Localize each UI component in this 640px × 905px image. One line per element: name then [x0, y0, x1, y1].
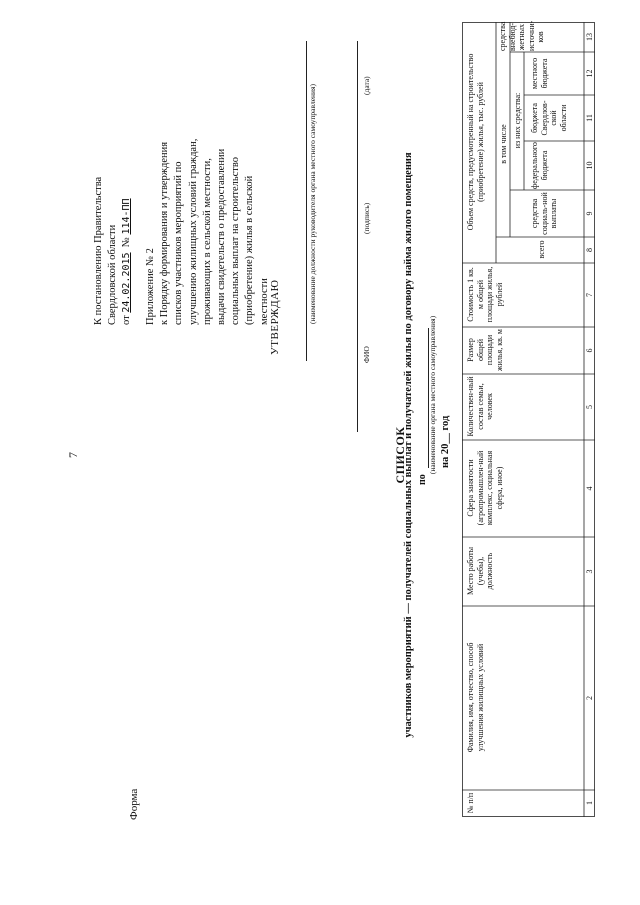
appendix-block [144, 139, 272, 325]
col-number: 13 [585, 33, 594, 41]
header-area: Размер общей площади жилья, кв. м [466, 329, 504, 371]
page-number: 7 [66, 452, 80, 458]
decree-line-2: Свердловской области [107, 224, 118, 325]
authority-caption: (наименование органа местного самоуправления) [428, 315, 437, 475]
appendix-line: проживающих в сельской местности, [201, 158, 213, 325]
appendix-line: списков участников мероприятий по [173, 161, 185, 325]
header-sphere: Сфера занятости (агропромышлен-ный комплекс, социальная сфера, иное) [466, 450, 504, 526]
position-caption: (наименование должности руководителя органа местного самоуправления) [308, 83, 317, 325]
col-number: 2 [585, 696, 594, 700]
col-number: 9 [585, 211, 594, 216]
header-local: местного бюджета [530, 57, 549, 90]
header-fed: федерального бюджета [530, 142, 549, 189]
list-subtitle: участников мероприятий — получателей социальных выплат и получателей жилья по договору найма жилого помещения [403, 152, 414, 738]
signature-line [357, 41, 358, 432]
decree-line-3: от 24.02.2015 № 114-ПП [121, 198, 132, 325]
appendix-line: выдачи свидетельств о предоставлении [216, 148, 228, 325]
col-number: 12 [585, 69, 594, 78]
approve-title: УТВЕРЖДАЮ [269, 279, 281, 355]
col-number: 7 [585, 293, 594, 297]
header-obl: бюджета Свердлов-ской области [530, 100, 568, 136]
date-label: (дата) [362, 76, 371, 95]
appendix-line: Приложение № 2 [145, 248, 156, 325]
fio-label: ФИО [362, 346, 371, 363]
col-number: 1 [585, 801, 594, 805]
position-line [306, 41, 307, 361]
col-number: 4 [585, 486, 594, 491]
participants-table [462, 22, 595, 817]
col-number: 11 [585, 114, 594, 122]
appendix-line: к Порядку формирования и утверждения [159, 141, 171, 325]
header-num: № п/п [466, 792, 475, 814]
header-work: Место работы (учебы), должность [466, 546, 494, 596]
header-extra: средства внебюд-жетных источни-ков [498, 20, 545, 51]
decree-reference [92, 177, 134, 325]
col-number: 10 [585, 161, 594, 170]
po-label: по [417, 474, 428, 485]
header-family: Количествен-ный состав семьи, человек [466, 376, 494, 437]
header-from: из них средства: [513, 92, 522, 149]
header-volume: Объем средств, предусмотренный на строительство (приобретение) жилья, тыс. рублей [466, 53, 485, 231]
header-total: всего [537, 240, 546, 259]
col-number: 8 [585, 248, 594, 252]
header-social: средства социаль-ной выплаты [530, 192, 558, 235]
decree-number: 114-ПП [121, 198, 132, 235]
appendix-line: улучшению жилищных условий граждан, [187, 138, 199, 325]
appendix-line: местности [258, 278, 270, 325]
header-cost: Стоимость 1 кв. м общей площади жилья, рублей [466, 266, 504, 323]
decree-line-1: К постановлению Правительства [93, 176, 104, 325]
header-incl: в том числе [499, 124, 508, 164]
year-label: на 20__ год [440, 415, 451, 468]
list-title: СПИСОК [393, 426, 407, 484]
appendix-line: (приобретение) жилья в сельской [244, 175, 256, 325]
col-number: 3 [585, 569, 594, 574]
signature-label: (подпись) [362, 202, 371, 234]
header-name: Фамилия, имя, отчество, способ улучшения жилищных условий [466, 642, 485, 753]
col-number: 6 [585, 348, 594, 353]
appendix-line: социальных выплат на строительство [230, 156, 242, 325]
decree-date: 24.02.2015 [121, 252, 132, 313]
form-label: Форма [128, 788, 140, 820]
col-number: 5 [585, 405, 594, 409]
